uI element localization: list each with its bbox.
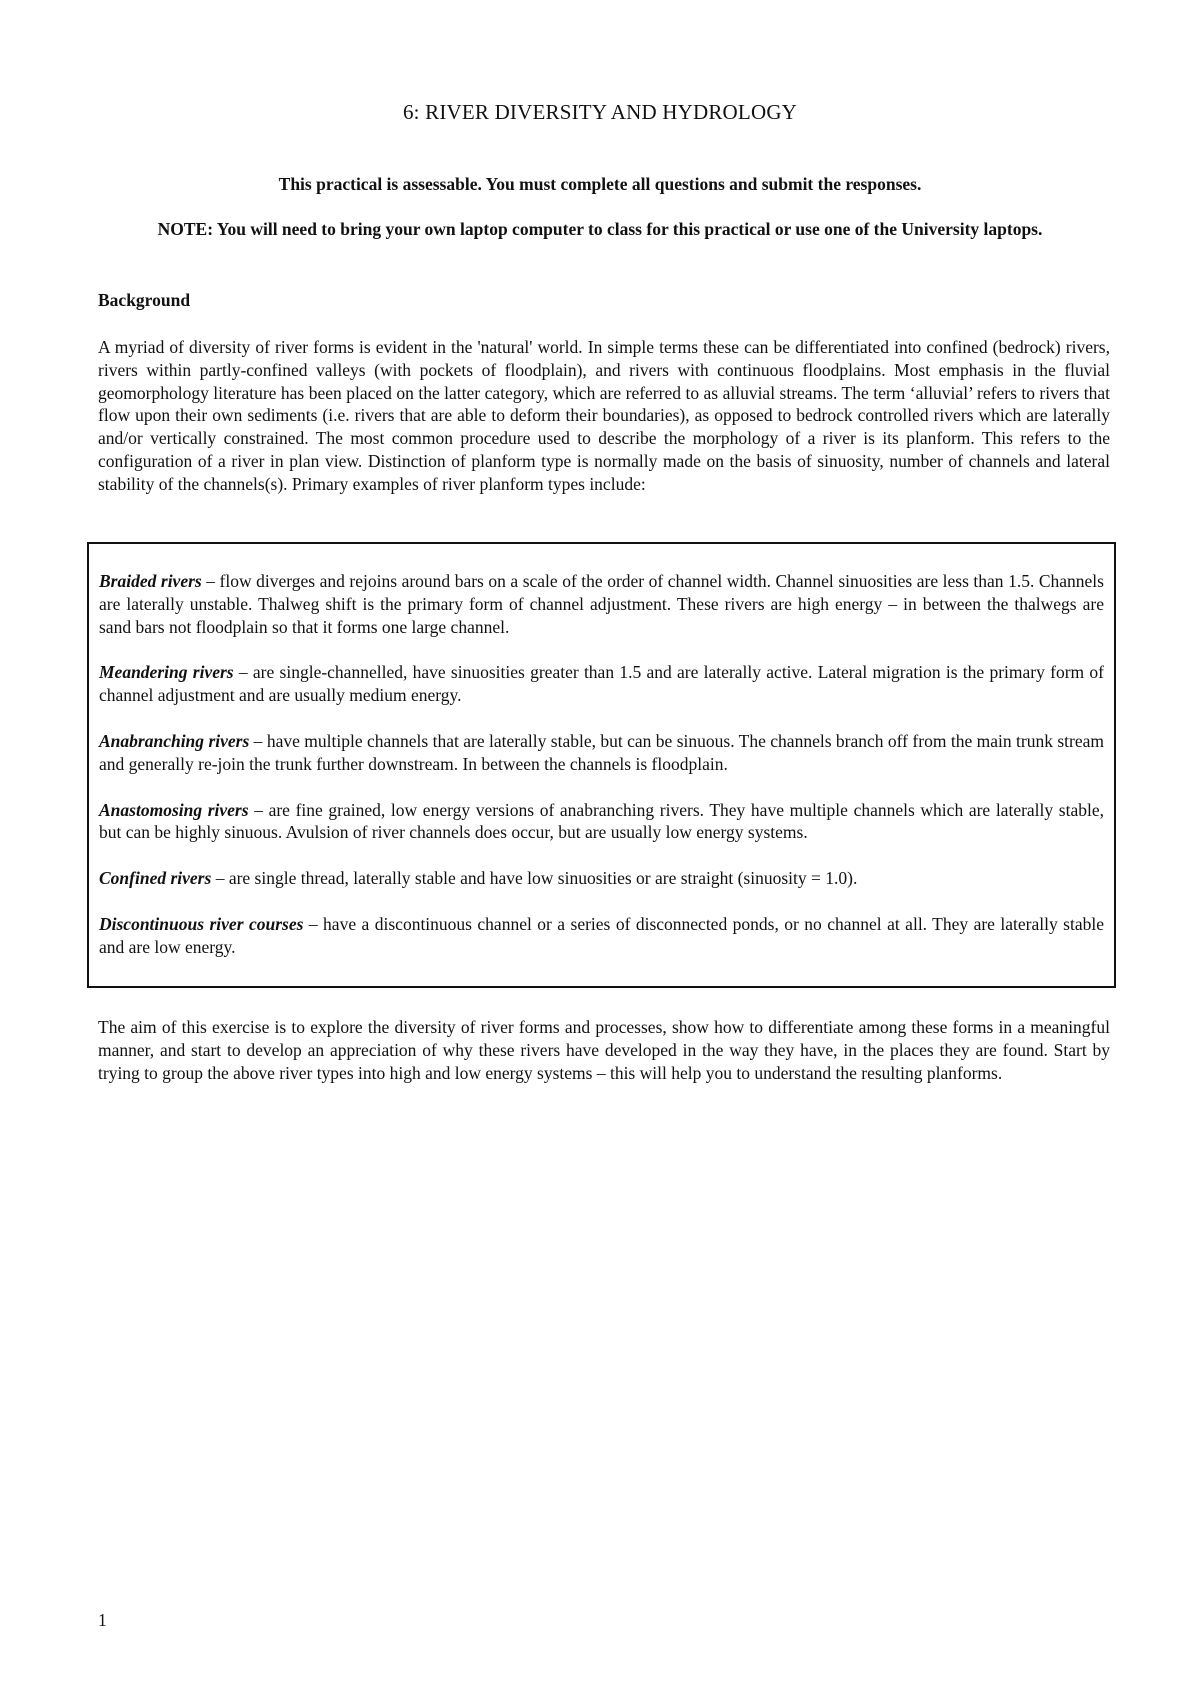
river-type-description: – have multiple channels that are laterally stable, but can be sinuous. The channels branch off from the main trunk stream and generally re-join the trunk further downstream. In between the channels is floodplain.: [99, 730, 1104, 774]
assessable-notice: This practical is assessable. You must complete all questions and submit the responses.: [278, 174, 922, 194]
river-type-description: – are single thread, laterally stable and have low sinuosities or are straight (sinuosity = 1.0).: [211, 868, 858, 889]
background-paragraph: A myriad of diversity of river forms is evident in the 'natural' world. In simple terms these can be differentiated into confined (bedrock) rivers, rivers within partly-confined valleys (with pockets of floodplain), and rivers with continuous floodplains. Most emphasis in the fluvial geomorphology literature has been placed on the latter category, which are referred to as alluvial streams. The term ‘alluvial’ refers to rivers that flow upon their own sediments (i.e. rivers that are able to deform their boundaries), as opposed to bedrock controlled rivers which are laterally and/or vertically constrained. The most common procedure used to describe the morphology of a river is its planform. This refers to the configuration of a river in plan view. Distinction of planform type is normally made on the basis of sinuosity, number of channels and lateral stability of the channels(s). Primary examples of river planform types include:: [98, 337, 1110, 494]
river-type-entry: [99, 799, 1104, 845]
river-type-description: – are single-channelled, have sinuosities greater than 1.5 and are laterally active. Lateral migration is the primary form of channel adjustment and are usually medium energy.: [99, 662, 1105, 706]
river-type-entry: [99, 867, 1104, 890]
river-type-name: Anastomosing rivers: [99, 799, 249, 820]
river-type-name: Anabranching rivers: [99, 730, 250, 751]
page-title: 6: RIVER DIVERSITY AND HYDROLOGY: [402, 100, 798, 124]
river-type-entry: [99, 661, 1104, 707]
river-type-name: Discontinuous river courses: [99, 913, 304, 934]
river-type-name: Meandering rivers: [99, 662, 234, 683]
river-type-description: – have a discontinuous channel or a series of disconnected ponds, or no channel at all. They are laterally stable and are low energy.: [99, 913, 1104, 957]
river-type-name: Braided rivers: [99, 571, 202, 591]
river-type-description: – flow diverges and rejoins around bars on a scale of the order of channel width. Channel sinuosities are less than 1.5. Channels are laterally unstable. Thalweg shift is the primary form of channel adjustment. These rivers are high energy – in between the thalwegs are sand bars not floodplain so that it forms one large channel.: [99, 571, 1104, 637]
river-type-description: – are fine grained, low energy versions of anabranching rivers. They have multiple channels which are laterally stable, but can be highly sinuous. Avulsion of river channels does occur, but are usually low energy systems.: [99, 799, 1104, 843]
background-heading: Background: [98, 290, 191, 310]
river-type-entry: [99, 913, 1104, 959]
aim-paragraph: The aim of this exercise is to explore the diversity of river forms and processes, show how to differentiate among these forms in a meaningful manner, and start to develop an appreciation of why these rivers have developed in the way they have, in the places they are found. Start by trying to group the above river types into high and low energy systems – this will help you to understand the resulting planforms.: [98, 1017, 1110, 1083]
page-number: 1: [98, 1610, 107, 1630]
river-type-entry: [99, 730, 1104, 776]
river-type-entry: [99, 570, 1104, 638]
river-types-box: [87, 542, 1116, 988]
river-type-name: Confined rivers: [99, 868, 212, 889]
laptop-note: NOTE: You will need to bring your own laptop computer to class for this practical or use one of the University laptops.: [157, 219, 1043, 239]
